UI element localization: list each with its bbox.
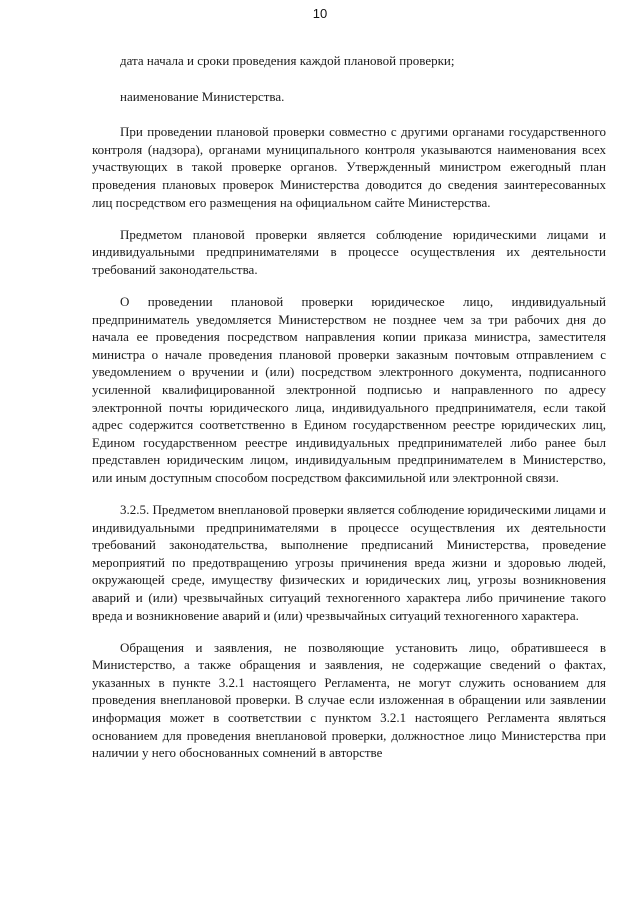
paragraph-planned-inspection-subject: Предметом плановой проверки является соблюдение юридическими лицами и индивидуальными предпринимателями в процессе осуществления их деятельности требований законодательства. xyxy=(92,226,606,277)
paragraph-joint-inspection: При проведении плановой проверки совместно с другими органами государственного контроля (надзора), органами муниципального контроля указываются наименования всех участвующих в такой проверке органов. Утвержденный министром ежегодный план проведения плановых проверок Министерства доводится до сведения заинтересованных лиц посредством его размещения на официальном сайте Министерства. xyxy=(92,124,606,210)
page-number: 10 xyxy=(312,6,328,21)
paragraph-unplanned-inspection-subject: 3.2.5. Предметом внеплановой проверки является соблюдение юридическими лицами и индивидуальными предпринимателями в процессе осуществления их деятельности требований законодательства, выполнение предписаний Министерства, проведение мероприятий по предотвращению угрозы причинения вреда жизни и здоровью людей, окружающей среде, имуществу физических и юридических лиц, угрозы возникновения аварий и (или) чрезвычайных ситуаций техногенного характера либо причинение такого вреда и возникновение аварий и (или) чрезвычайных ситуаций техногенного характера. xyxy=(92,501,606,623)
document-body xyxy=(92,52,606,776)
paragraph-inspection-dates: дата начала и сроки проведения каждой плановой проверки; xyxy=(120,53,455,68)
paragraph-ministry-name: наименование Министерства. xyxy=(120,88,285,104)
paragraph-appeals-and-applications: Обращения и заявления, не позволяющие установить лицо, обратившееся в Министерство, а также обращения и заявления, не содержащие сведений о фактах, указанных в пункте 3.2.1 настоящего Регламента, не могут служить основанием для проведения внеплановой проверки. В случае если изложенная в обращении или заявлении информация может в соответствии с пунктом 3.2.1 настоящего Регламента являться основанием для проведения внеплановой проверки, должностное лицо Министерства при наличии у него обоснованных сомнений в авторстве xyxy=(92,639,606,761)
paragraph-inspection-notification: О проведении плановой проверки юридическое лицо, индивидуальный предприниматель уведомляется Министерством не позднее чем за три рабочих дня до начала ее проведения посредством направления копии приказа министра, заместителя министра о начале проведения плановой проверки заказным почтовым отправлением с уведомлением о вручении и (или) посредством электронного документа, подписанного усиленной квалифицированной электронной подписью и направленного по адресу электронной почты юридического лица, индивидуального предпринимателя, если такой адрес содержится соответственно в Едином государственном реестре юридических лиц, Едином государственном реестре индивидуальных предпринимателей либо ранее был представлен юридическим лицом, индивидуальным предпринимателем в Министерство, или иным доступным способом посредством факсимильной или электронной связи. xyxy=(92,293,606,485)
